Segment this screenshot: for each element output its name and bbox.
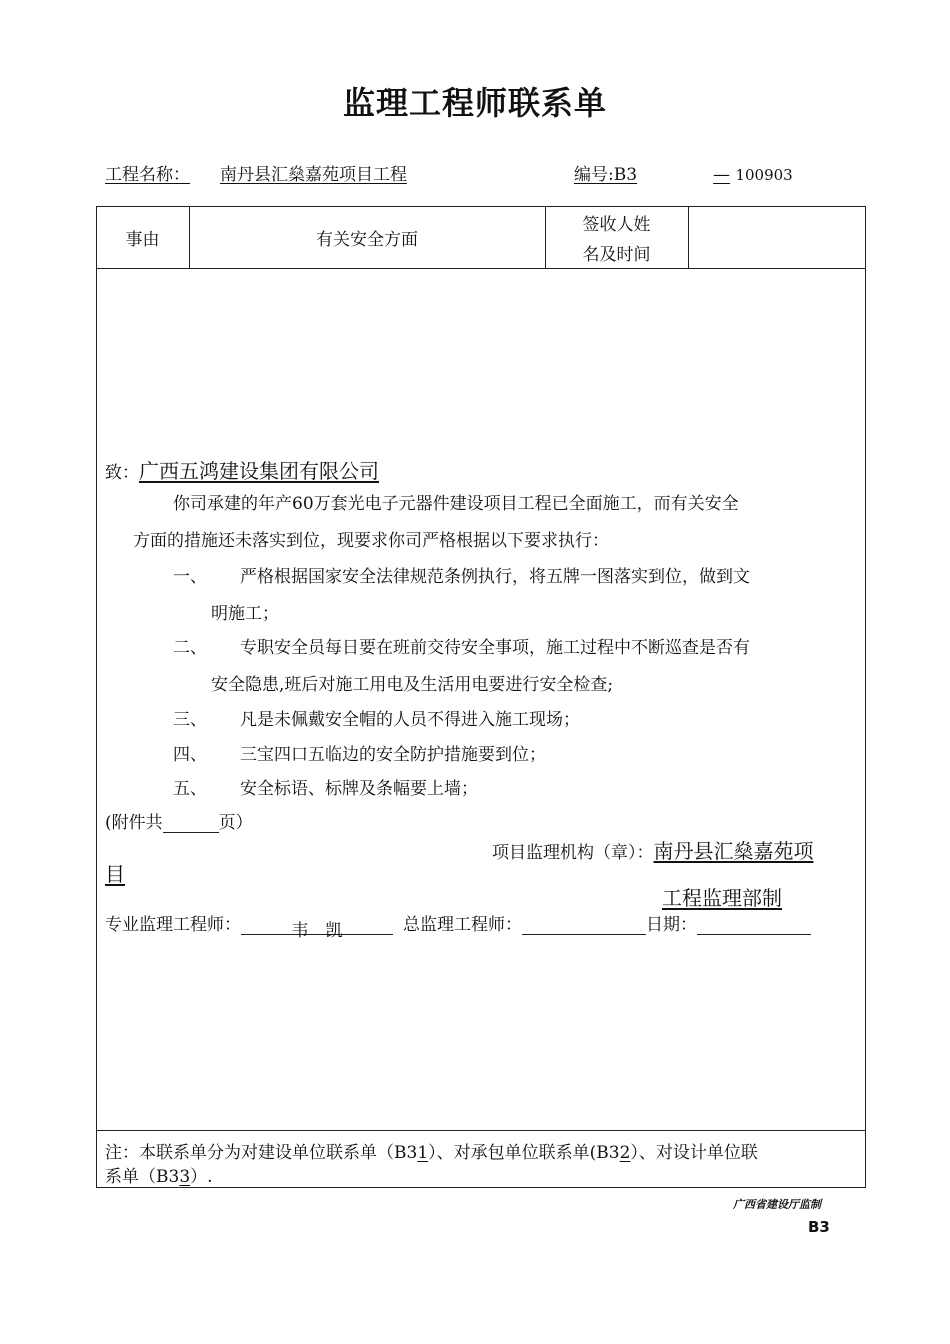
- item-1-num: 一、: [173, 567, 207, 587]
- item-2-num: 二、: [173, 638, 207, 658]
- item-3-num: 三、: [173, 710, 207, 730]
- item-5-line1: 安全标语、标牌及条幅要上墙；: [240, 779, 478, 799]
- page-title: 监理工程师联系单: [342, 84, 607, 122]
- engineer-name: 韦 凯: [241, 916, 393, 935]
- org-row: [492, 835, 814, 864]
- item-2-line2: 安全隐患,班后对施工用电及生活用电要进行安全检查;: [211, 675, 614, 695]
- org-name-part1: 南丹县汇燊嘉苑项: [653, 839, 814, 863]
- issuer-stamp: 广西省建设厅监制: [733, 1198, 821, 1211]
- reason-value: 有关安全方面: [316, 230, 418, 250]
- note-text-1d: 2: [619, 1143, 631, 1163]
- signer-label-line1: 签收人姓: [582, 215, 651, 235]
- note-line-2: [105, 1162, 213, 1187]
- note-row-divider: [96, 1130, 866, 1131]
- item-1-line2: 明施工；: [211, 604, 279, 624]
- project-label: 工程名称：: [105, 165, 190, 185]
- note-text-2b: 3: [179, 1167, 191, 1187]
- note-text-1e: ）、对设计单位联: [630, 1143, 758, 1163]
- item-5-num: 五、: [173, 779, 207, 799]
- note-text-1b: 1: [417, 1143, 429, 1163]
- addressee-row: [105, 455, 399, 484]
- date-blank: [697, 916, 811, 935]
- para-line-1: 你司承建的年产60万套光电子元器件建设项目工程已全面施工，而有关安全: [173, 494, 739, 514]
- attachment-row: [105, 808, 253, 833]
- to-label: 致：: [105, 463, 139, 483]
- form-code: B3: [808, 1218, 830, 1236]
- col-divider-3: [688, 206, 689, 268]
- to-company: 广西五鸿建设集团有限公司: [139, 459, 379, 483]
- org-label: 项目监理机构（章）：: [492, 843, 654, 863]
- chief-label: 总监理工程师：: [403, 915, 522, 935]
- item-4-line1: 三宝四口五临边的安全防护措施要到位；: [240, 745, 546, 765]
- form-table: [96, 206, 866, 1188]
- item-4-num: 四、: [173, 745, 207, 765]
- reason-label: 事由: [125, 230, 160, 250]
- attach-suffix: 页）: [218, 813, 253, 833]
- signature-row: [105, 910, 811, 941]
- org-name-part2: 目: [105, 862, 125, 886]
- item-3-line1: 凡是未佩戴安全帽的人员不得进入施工现场；: [240, 710, 580, 730]
- item-1-line1: 严格根据国家安全法律规范条例执行，将五牌一图落实到位，做到文: [240, 567, 750, 587]
- item-2-line1: 专职安全员每日要在班前交待安全事项，施工过程中不断巡查是否有: [240, 638, 750, 658]
- para-line-2: 方面的措施还未落实到位，现要求你司严格根据以下要求执行：: [133, 531, 609, 551]
- project-name: 南丹县汇燊嘉苑项目工程: [220, 165, 407, 185]
- attach-pages-blank: [163, 814, 219, 833]
- org-name-part3: 工程监理部制: [662, 886, 782, 910]
- note-text-2a: 系单（B3: [105, 1167, 180, 1187]
- note-line-1: [105, 1138, 758, 1163]
- chief-blank: [522, 916, 646, 935]
- note-text-2c: ）.: [190, 1167, 213, 1187]
- number-label: 编号:B3: [574, 165, 638, 185]
- header-row-divider: [96, 268, 866, 269]
- engineer-label: 专业监理工程师：: [105, 915, 241, 935]
- note-text-1a: 注：本联系单分为对建设单位联系单（B3: [105, 1143, 418, 1163]
- note-text-1c: ）、对承包单位联系单(B3: [428, 1143, 620, 1163]
- number-dash: —: [713, 165, 731, 185]
- attach-prefix: (附件共: [105, 813, 163, 833]
- signer-label-line2: 名及时间: [582, 245, 651, 265]
- date-label: 日期：: [646, 915, 697, 935]
- number-row: [574, 160, 793, 185]
- project-name-row: [105, 160, 435, 185]
- number-value: 100903: [735, 166, 793, 184]
